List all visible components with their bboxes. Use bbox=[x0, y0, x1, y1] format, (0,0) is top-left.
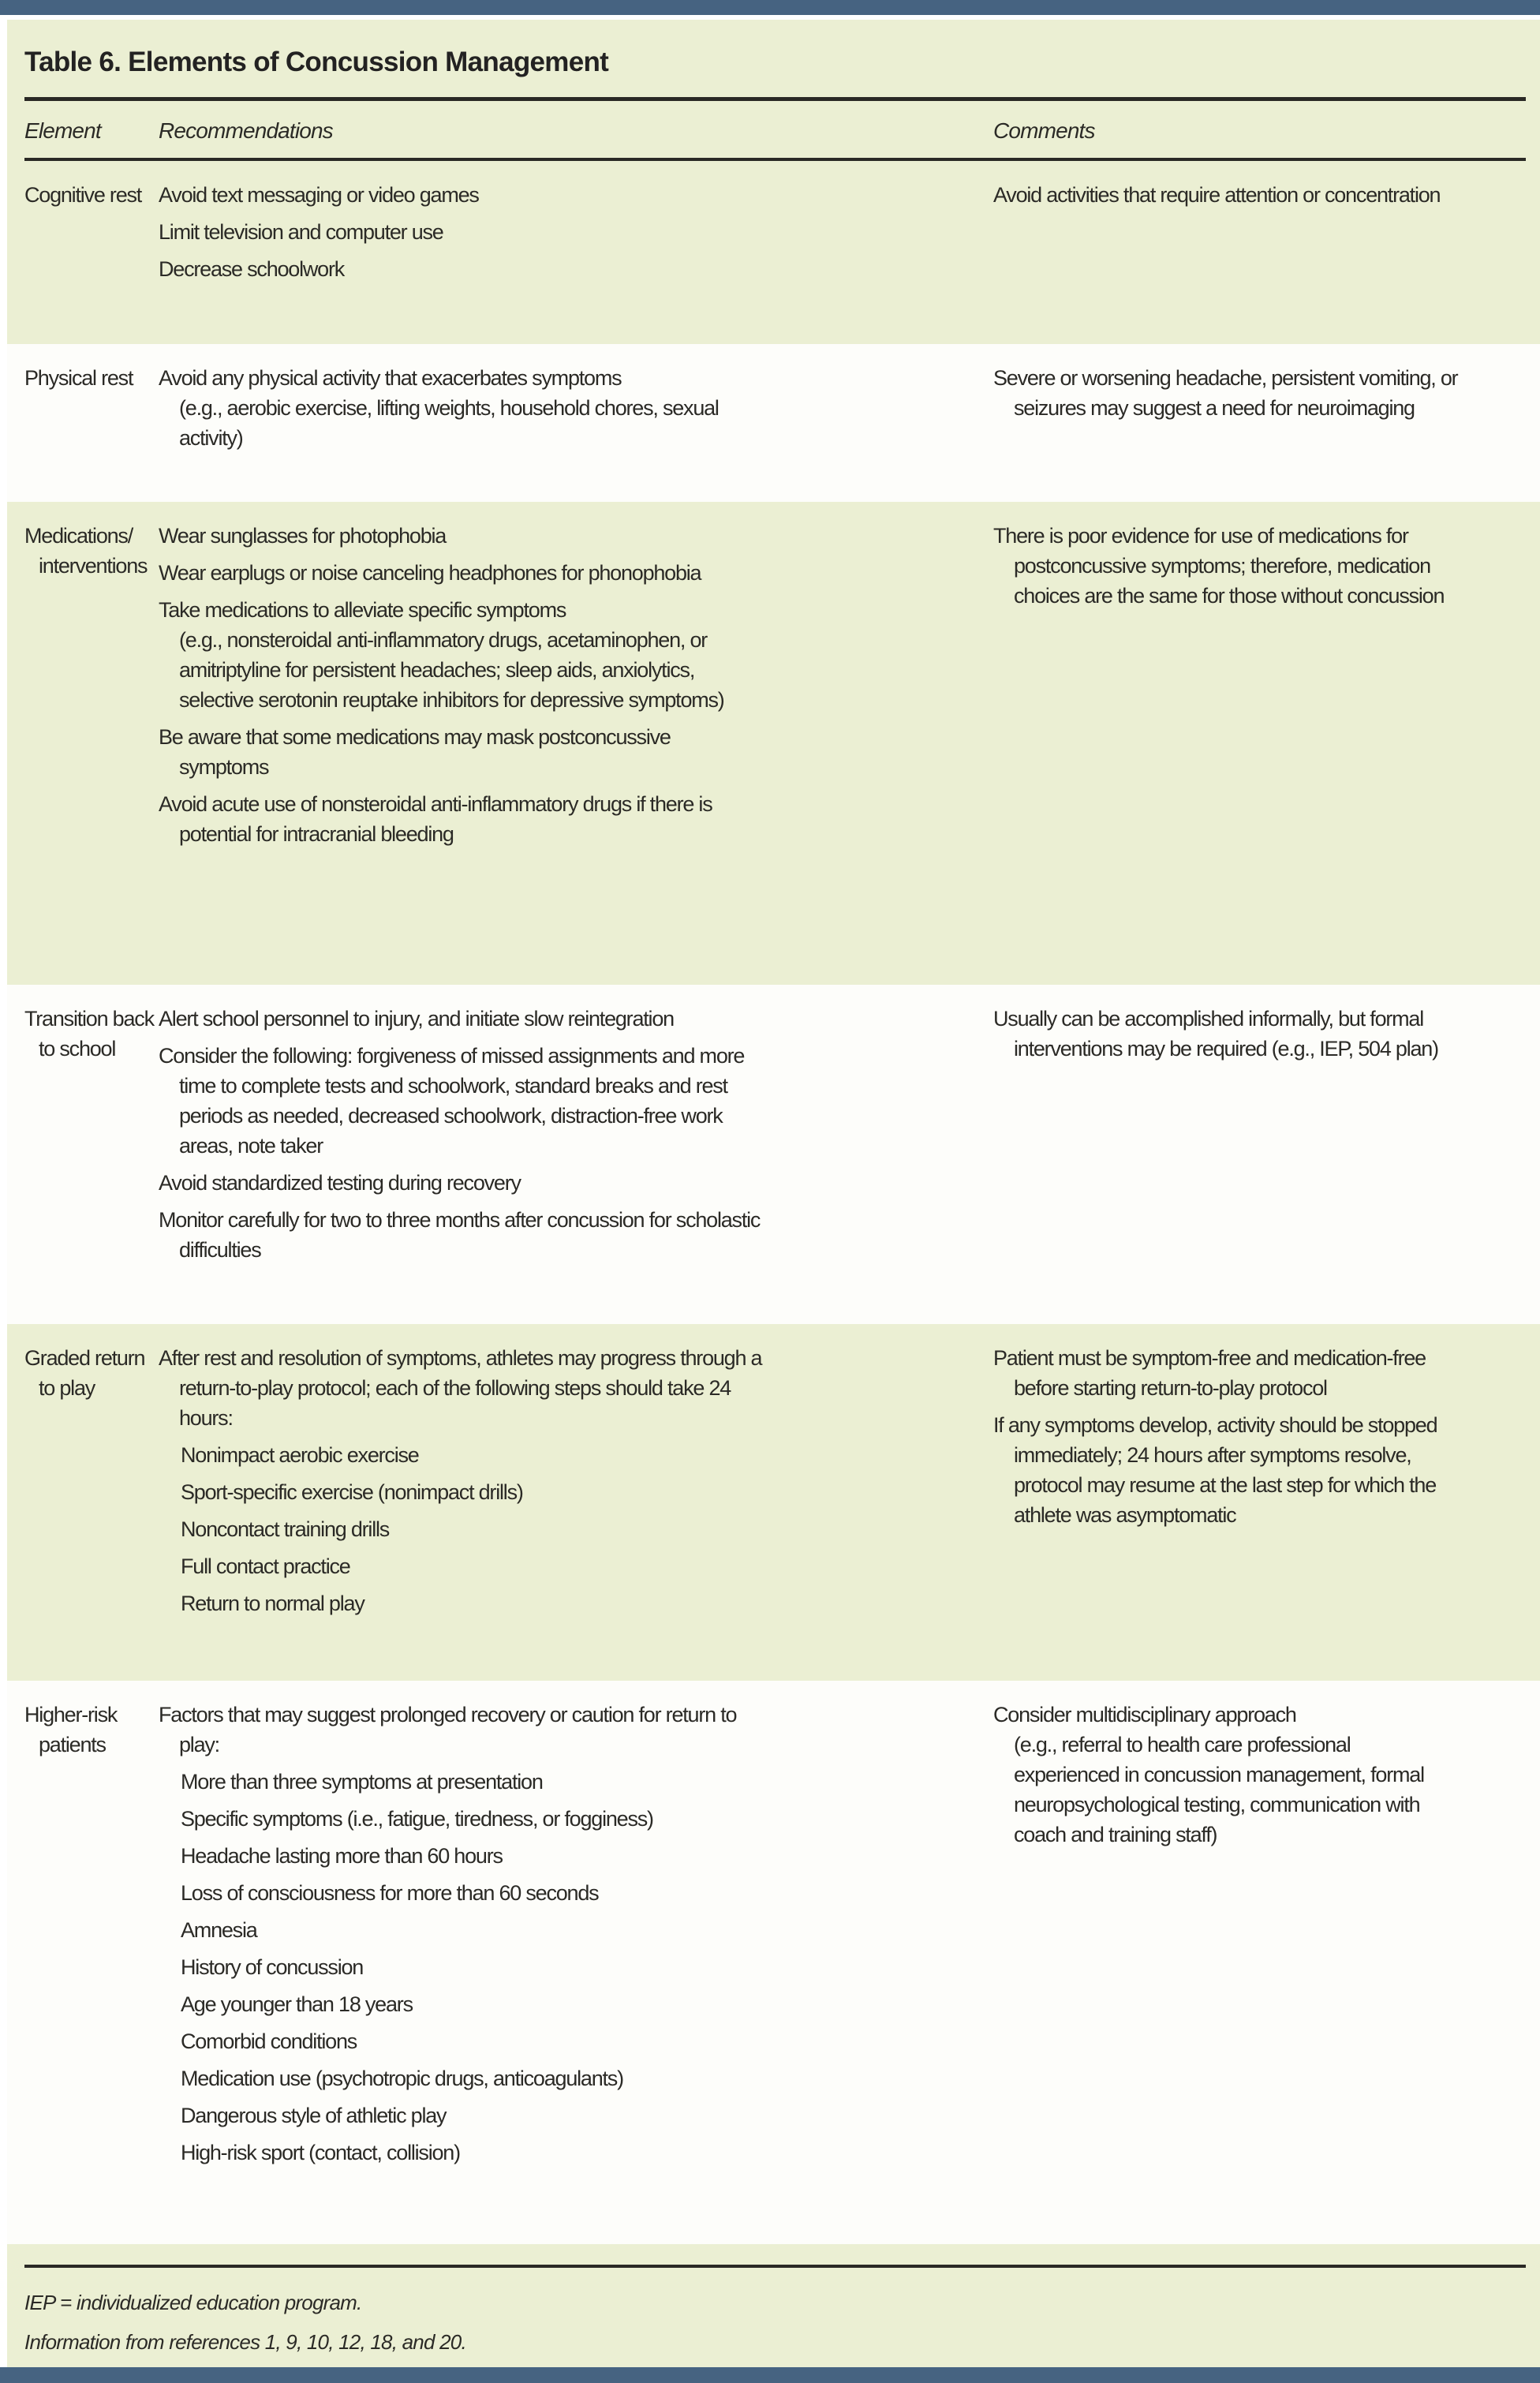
recommendations-cell bbox=[159, 1004, 993, 1272]
recommendation-paragraph: Full contact practice bbox=[181, 1554, 350, 1578]
comment-paragraph: Severe or worsening headache, persistent vomiting, or seizures may suggest a need for neuroimaging bbox=[993, 366, 1458, 420]
table-footer bbox=[7, 2244, 1540, 2367]
recommendation-paragraph: Amnesia bbox=[181, 1918, 257, 1942]
column-headers bbox=[7, 101, 1540, 158]
element-cell bbox=[24, 1700, 159, 1760]
comments-cell bbox=[993, 521, 1540, 618]
comment-paragraph: Usually can be accomplished informally, but formal interventions may be required (e.g., IEP, 504 plan) bbox=[993, 1007, 1438, 1061]
comments-cell bbox=[993, 1004, 1540, 1071]
comment-paragraph: Consider multidisciplinary approach bbox=[993, 1703, 1296, 1726]
recommendation-paragraph: History of concussion bbox=[181, 1955, 364, 1979]
table-row bbox=[7, 161, 1540, 344]
recommendations-cell bbox=[159, 521, 993, 856]
recommendation-paragraph: Alert school personnel to injury, and initiate slow reintegration bbox=[159, 1007, 674, 1031]
top-border-bar bbox=[0, 0, 1540, 15]
recommendation-paragraph: Comorbid conditions bbox=[181, 2029, 357, 2053]
recommendation-paragraph: Medication use (psychotropic drugs, anticoagulants) bbox=[181, 2067, 623, 2090]
recommendation-paragraph: (e.g., nonsteroidal anti-inflammatory drugs, acetaminophen, or amitriptyline for persistent headaches; sleep aids, anxiolytics, selective serotonin reuptake inhibitors for depressive symptoms) bbox=[179, 628, 724, 712]
recommendation-paragraph: Avoid acute use of nonsteroidal anti-inflammatory drugs if there is potential for intracranial bleeding bbox=[159, 792, 712, 846]
recommendations-cell bbox=[159, 1343, 993, 1625]
element-cell bbox=[24, 180, 159, 210]
recommendation-paragraph: Specific symptoms (i.e., fatigue, tiredness, or fogginess) bbox=[181, 1807, 653, 1831]
comments-cell bbox=[993, 1343, 1540, 1537]
element-label-line: interventions bbox=[39, 554, 148, 578]
recommendation-paragraph: Wear earplugs or noise canceling headphones for phonophobia bbox=[159, 561, 701, 585]
table-row bbox=[7, 344, 1540, 502]
recommendation-paragraph: Return to normal play bbox=[181, 1592, 364, 1615]
table-row bbox=[7, 1681, 1540, 2244]
recommendation-paragraph: Avoid any physical activity that exacerbates symptoms bbox=[159, 366, 622, 390]
comments-cell bbox=[993, 180, 1540, 217]
table-card bbox=[7, 20, 1540, 2367]
comment-paragraph: There is poor evidence for use of medications for postconcussive symptoms; therefore, medication choices are the same for those without concussion bbox=[993, 524, 1445, 608]
recommendation-paragraph: Sport-specific exercise (nonimpact drills) bbox=[181, 1480, 523, 1504]
comment-paragraph: Patient must be symptom-free and medication-free before starting return-to-play protocol bbox=[993, 1346, 1426, 1400]
recommendations-cell bbox=[159, 180, 993, 291]
element-label-line: to play bbox=[39, 1376, 95, 1400]
table-body bbox=[7, 161, 1540, 2244]
recommendation-paragraph: Avoid standardized testing during recovery bbox=[159, 1171, 521, 1195]
recommendation-paragraph: After rest and resolution of symptoms, athletes may progress through a return-to-play protocol; each of the following steps should take 24 hours: bbox=[159, 1346, 762, 1430]
recommendation-paragraph: More than three symptoms at presentation bbox=[181, 1770, 543, 1794]
element-label-line: Transition back bbox=[24, 1007, 154, 1031]
recommendation-paragraph: High-risk sport (contact, collision) bbox=[181, 2141, 460, 2164]
recommendation-paragraph: (e.g., aerobic exercise, lifting weights, household chores, sexual activity) bbox=[179, 396, 719, 450]
column-header-element: Element bbox=[24, 118, 101, 143]
bottom-border-bar bbox=[0, 2367, 1540, 2383]
footnote-abbreviation: IEP = individualized education program. bbox=[24, 2291, 362, 2314]
recommendation-paragraph: Headache lasting more than 60 hours bbox=[181, 1844, 503, 1868]
recommendation-paragraph: Take medications to alleviate specific symptoms bbox=[159, 598, 566, 622]
recommendation-paragraph: Factors that may suggest prolonged recovery or caution for return to play: bbox=[159, 1703, 737, 1756]
footnotes bbox=[7, 2268, 1540, 2356]
column-header-comments: Comments bbox=[993, 118, 1095, 143]
comment-paragraph: (e.g., referral to health care professional experienced in concussion management, formal neuropsychological testing, communication with coach and training staff) bbox=[1014, 1733, 1424, 1846]
table-row bbox=[7, 1324, 1540, 1681]
recommendations-cell bbox=[159, 363, 993, 460]
element-label-line: to school bbox=[39, 1037, 116, 1061]
comment-paragraph: Avoid activities that require attention or concentration bbox=[993, 183, 1441, 207]
element-cell bbox=[24, 363, 159, 393]
table-header bbox=[7, 20, 1540, 161]
recommendation-paragraph: Limit television and computer use bbox=[159, 220, 443, 244]
element-cell bbox=[24, 1343, 159, 1403]
table-title: Table 6. Elements of Concussion Management bbox=[24, 47, 609, 77]
recommendation-paragraph: Monitor carefully for two to three months after concussion for scholastic difficulties bbox=[159, 1208, 761, 1262]
recommendation-paragraph: Consider the following: forgiveness of missed assignments and more time to complete tests and schoolwork, standard breaks and rest periods as needed, decreased schoolwork, distraction-free work areas, note taker bbox=[159, 1044, 745, 1158]
element-cell bbox=[24, 521, 159, 581]
recommendation-paragraph: Be aware that some medications may mask postconcussive symptoms bbox=[159, 725, 671, 779]
recommendation-paragraph: Noncontact training drills bbox=[181, 1517, 390, 1541]
recommendation-paragraph: Avoid text messaging or video games bbox=[159, 183, 479, 207]
recommendation-paragraph: Dangerous style of athletic play bbox=[181, 2104, 447, 2127]
footnote-references: Information from references 1, 9, 10, 12, 18, and 20. bbox=[24, 2330, 466, 2354]
element-label-line: Medications/ bbox=[24, 524, 133, 548]
element-label-line: Higher-risk bbox=[24, 1703, 118, 1726]
element-label-line: patients bbox=[39, 1733, 106, 1756]
recommendation-paragraph: Loss of consciousness for more than 60 seconds bbox=[181, 1881, 599, 1905]
table-row bbox=[7, 502, 1540, 985]
comments-cell bbox=[993, 363, 1540, 430]
element-label-line: Cognitive rest bbox=[24, 183, 142, 207]
comments-cell bbox=[993, 1700, 1540, 1857]
recommendation-paragraph: Decrease schoolwork bbox=[159, 257, 345, 281]
element-label-line: Graded return bbox=[24, 1346, 145, 1370]
element-cell bbox=[24, 1004, 159, 1064]
element-label-line: Physical rest bbox=[24, 366, 133, 390]
recommendation-paragraph: Wear sunglasses for photophobia bbox=[159, 524, 447, 548]
table-row bbox=[7, 985, 1540, 1324]
recommendation-paragraph: Nonimpact aerobic exercise bbox=[181, 1443, 419, 1467]
comment-paragraph: If any symptoms develop, activity should be stopped immediately; 24 hours after symptoms resolve, protocol may resume at the last step for which the athlete was asymptomatic bbox=[993, 1413, 1437, 1527]
column-header-recommendations: Recommendations bbox=[159, 118, 333, 143]
recommendations-cell bbox=[159, 1700, 993, 2175]
recommendation-paragraph: Age younger than 18 years bbox=[181, 1992, 413, 2016]
